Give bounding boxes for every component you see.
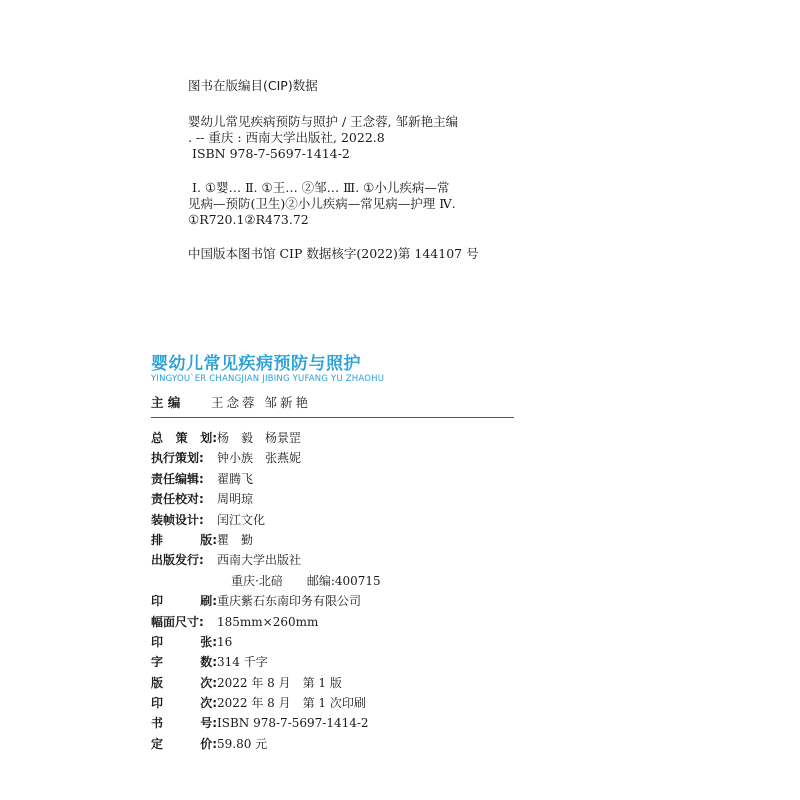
credit-label [151,510,217,530]
credit-row [151,448,531,468]
credit-row [151,489,531,509]
credit-label [151,530,217,550]
credit-label [151,448,217,468]
credit-label-part: 策 [175,431,188,445]
credit-label [151,469,217,489]
credit-label-part: 号: [200,716,217,731]
credit-row [151,469,531,489]
credit-value: 16 [217,634,233,649]
credit-label-part: 排 [151,532,164,547]
credit-label-part: 版 [151,675,164,690]
credit-label-part: 执行策划: [151,451,204,466]
credit-row [151,734,531,754]
credit-label-part: 次: [200,696,217,711]
credit-label [151,428,217,448]
credit-row [151,530,531,550]
credit-label-part: 责任校对: [151,492,204,507]
credit-row [151,652,531,672]
credit-value: 瞿 勤 [217,532,254,547]
credit-row [151,673,531,693]
credit-row [151,612,531,632]
credit-label-part: 字 [151,655,164,670]
credit-row [151,571,531,591]
credit-value: 185mm×260mm [217,614,319,629]
credit-label-part: 次: [200,675,217,690]
credit-row [151,632,531,652]
credit-value: 钟小族 张燕妮 [217,451,302,466]
credit-label [151,693,217,713]
credit-label-part: 版: [200,532,217,547]
credit-value: 周明琼 [217,492,254,507]
credit-label-part: 划: [200,431,217,445]
credit-label-part: 张: [200,634,217,649]
credits-list [151,428,531,754]
credit-value: 闰江文化 [217,512,266,527]
credit-row [151,428,531,448]
editor-names: 王念蓉 邹新艳 [211,395,311,410]
credit-label [151,632,217,652]
credit-row [151,510,531,530]
credit-value: 杨 毅 杨景罡 [217,431,302,445]
credit-value: 重庆紫石东南印务有限公司 [217,594,362,609]
credit-value: 重庆·北碚 邮编:400715 [231,573,381,588]
cip-subject-line-1: Ⅰ. ①婴… Ⅱ. ①王… ②邹… Ⅲ. ①小儿疾病—常 [192,180,450,195]
book-title: 婴幼儿常见疾病预防与照护 [151,354,361,374]
credit-value: 59.80 元 [217,736,268,751]
credit-label-part: 定 [151,736,164,751]
credit-value: 西南大学出版社 [217,553,302,568]
credit-label-part: 印 [151,634,164,649]
credit-label-part: 价: [200,736,217,751]
cip-number: 中国版本图书馆 CIP 数据核字(2022)第 144107 号 [188,246,479,261]
credit-row [151,550,531,570]
credit-row [151,591,531,611]
credit-label-part: 装帧设计: [151,512,204,527]
credit-value: 2022 年 8 月 第 1 次印刷 [217,696,366,711]
credit-label [151,591,217,611]
credit-label [151,489,217,509]
credit-row [151,713,531,733]
credit-label-part: 总 [151,431,164,445]
credit-value: 2022 年 8 月 第 1 版 [217,675,342,690]
cip-block [188,78,528,262]
cip-heading: 图书在版编目(CIP)数据 [188,78,318,93]
credit-value: ISBN 978-7-5697-1414-2 [217,716,369,731]
credit-label-part: 数: [200,655,217,670]
credit-label-part: 印 [151,696,164,711]
book-title-pinyin: YINGYOUˋER CHANGJIAN JIBING YUFANG YU ZHAOHU [151,374,385,384]
credit-label-part: 出版发行: [151,553,204,568]
credit-label [151,550,217,570]
editor-label: 主 编 [151,395,181,410]
credit-label [151,652,217,672]
credit-label [151,673,217,693]
credit-value: 314 千字 [217,655,268,670]
credit-label [151,713,217,733]
cip-subject-line-3: ①R720.1②R473.72 [188,212,309,227]
cip-record-line-1: 婴幼儿常见疾病预防与照护 / 王念蓉, 邹新艳主编 [188,114,459,129]
credit-label-part: 责任编辑: [151,471,204,486]
chief-editors [151,393,311,411]
cip-record-line-3: ISBN 978-7-5697-1414-2 [192,146,350,161]
cip-subject-line-2: 见病—预防(卫生)②小儿疾病—常见病—护理 Ⅳ. [188,196,456,211]
divider-rule [151,417,514,418]
credit-label-part: 刷: [200,594,217,609]
credit-label [151,612,217,632]
credit-label-part: 印 [151,594,164,609]
credit-label [151,734,217,754]
credit-label-part: 书 [151,716,164,731]
credit-row [151,693,531,713]
credit-label-part: 幅面尺寸: [151,614,204,629]
cip-record-line-2: . -- 重庆 : 西南大学出版社, 2022.8 [188,130,385,145]
credit-value: 翟腾飞 [217,471,254,486]
